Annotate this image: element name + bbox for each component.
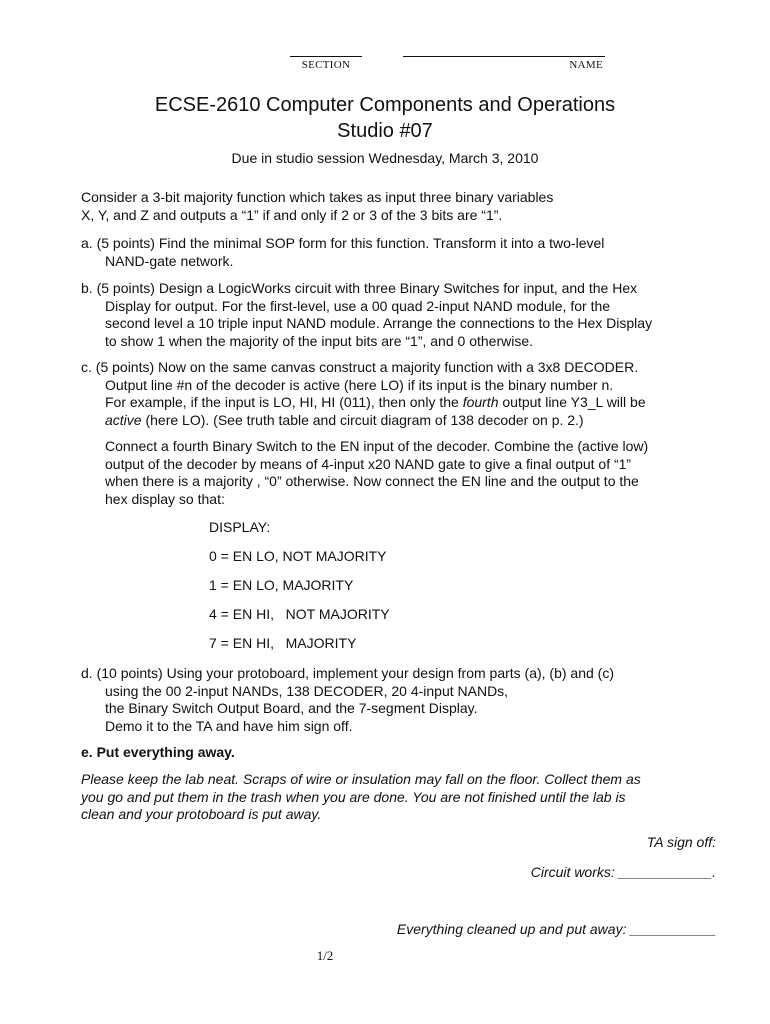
ta-signoff-label: TA sign off: (646, 834, 716, 850)
part-c-line-3-pre: For example, if the input is LO, HI, HI (011), then only the (105, 394, 463, 410)
intro-paragraph (81, 189, 721, 224)
part-a-line-1: a. (5 points) Find the minimal SOP form for this function. Transform it into a two-level (81, 235, 605, 251)
part-d-line-3: the Binary Switch Output Board, and the 7-segment Display. (105, 700, 478, 716)
keep-line-1: Please keep the lab neat. Scraps of wire or insulation may fall on the floor. Collect them as (81, 771, 641, 787)
part-c-line-2: Output line #n of the decoder is active (here LO) if its input is the binary number n. (105, 376, 614, 393)
due-date: Due in studio session Wednesday, March 3, 2010 (231, 150, 539, 166)
part-d-line-1: d. (10 points) Using your protoboard, implement your design from parts (a), (b) and (c) (81, 665, 615, 681)
part-e-heading: e. Put everything away. (81, 744, 235, 760)
connect-line-2: output of the decoder by means of 4-input x20 NAND gate to give a final output of “1” (105, 455, 632, 472)
keep-neat-paragraph (81, 771, 721, 824)
name-field (403, 56, 605, 71)
display-heading: DISPLAY: (209, 519, 271, 535)
name-underline (403, 56, 605, 57)
studio-title: Studio #07 (337, 120, 433, 142)
keep-line-3: clean and your protoboard is put away. (81, 806, 322, 822)
page-number: 1/2 (316, 948, 334, 963)
keep-line-2: you go and put them in the trash when you are done. You are not finished until the lab is (81, 788, 626, 805)
part-b-line-3: second level a 10 triple input NAND module. Arrange the connections to the Hex Display (105, 315, 653, 331)
connect-line-4: hex display so that: (105, 490, 225, 507)
part-b-line-2: Display for output. For the first-level, use a 00 quad 2-input NAND module, for the (105, 297, 611, 314)
connect-paragraph (105, 438, 725, 508)
circuit-works-field: Circuit works: ____________. (530, 864, 716, 880)
display-item: 1 = EN LO, MAJORITY (209, 577, 354, 593)
intro-line-1: Consider a 3-bit majority function which takes as input three binary variables (81, 189, 554, 205)
part-c-line-3-italic: fourth (462, 394, 499, 410)
part-b-line-4: to show 1 when the majority of the input bits are “1”, and 0 otherwise. (105, 332, 534, 349)
part-b-line-1: b. (5 points) Design a LogicWorks circuit with three Binary Switches for input, and the Hex (81, 280, 638, 296)
display-item: 0 = EN LO, NOT MAJORITY (209, 548, 387, 564)
part-c-line-4-italic: active (105, 411, 142, 428)
part-a (81, 235, 745, 270)
name-label: NAME (569, 59, 603, 71)
intro-line-2: X, Y, and Z and outputs a “1” if and only if 2 or 3 of the 3 bits are “1”. (81, 206, 503, 223)
part-d (81, 665, 745, 735)
part-d-line-4: Demo it to the TA and have him sign off. (105, 717, 353, 734)
cleaned-up-field: Everything cleaned up and put away: ___________ (396, 921, 716, 937)
section-field (290, 56, 362, 71)
part-a-line-2: NAND-gate network. (105, 252, 234, 269)
connect-line-1: Connect a fourth Binary Switch to the EN input of the decoder. Combine the (active low) (105, 438, 649, 454)
display-item: 7 = EN HI, MAJORITY (209, 635, 357, 651)
part-c-line-4-post: (here LO). (See truth table and circuit diagram of 138 decoder on p. 2.) (141, 411, 584, 428)
part-b (81, 280, 755, 350)
part-d-line-2: using the 00 2-input NANDs, 138 DECODER, 20 4-input NANDs, (105, 682, 509, 699)
section-label: SECTION (301, 59, 351, 71)
display-list (209, 519, 390, 664)
course-title: ECSE-2610 Computer Components and Operations (154, 94, 616, 116)
connect-line-3: when there is a majority , “0” otherwise. Now connect the EN line and the output to the (105, 473, 639, 489)
part-c-line-1: c. (5 points) Now on the same canvas construct a majority function with a 3x8 DECODER. (81, 359, 639, 375)
part-c (81, 359, 755, 429)
part-c-line-3-post: output line Y3_L will be (498, 394, 646, 410)
section-underline (290, 56, 362, 57)
display-item: 4 = EN HI, NOT MAJORITY (209, 606, 390, 622)
